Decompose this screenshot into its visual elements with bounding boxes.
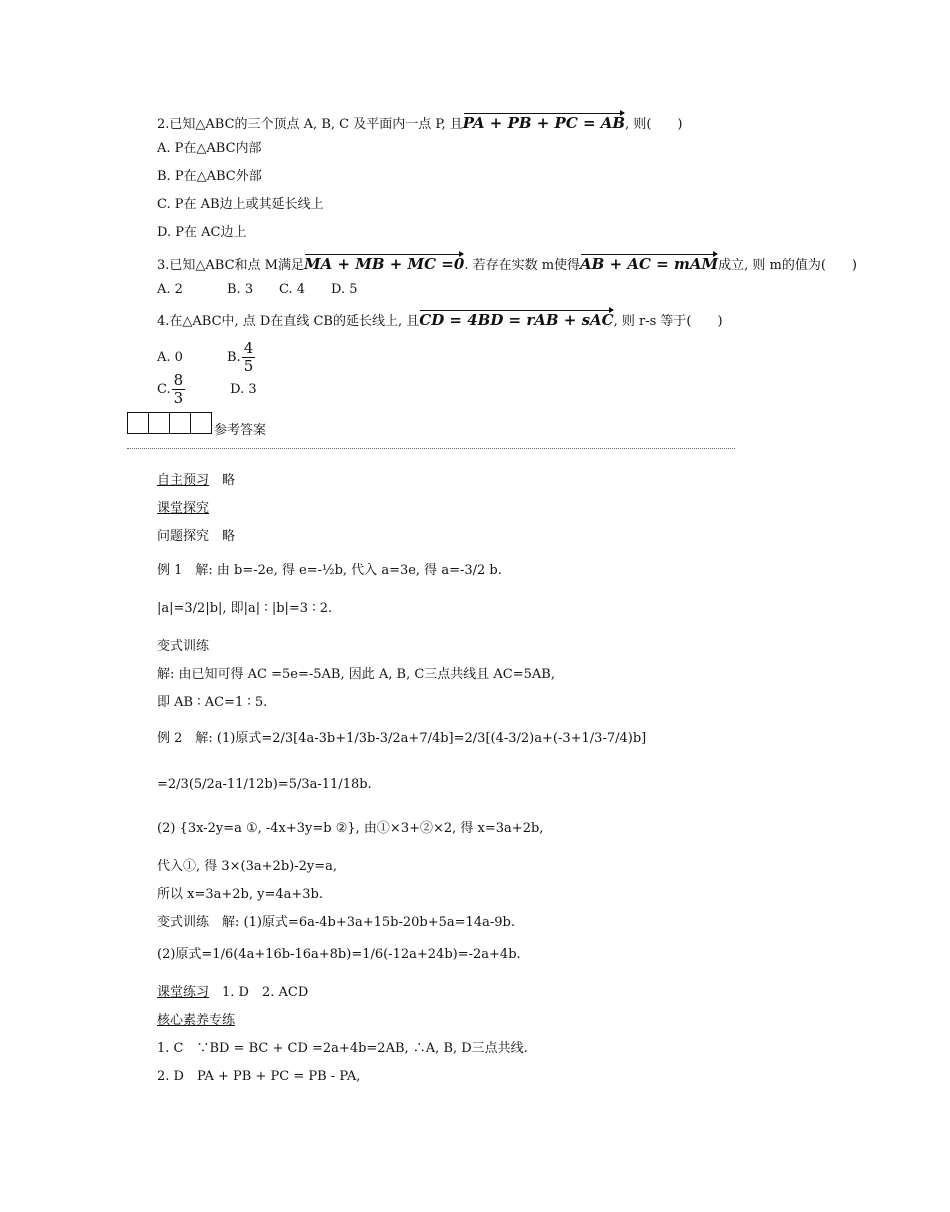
box bbox=[169, 412, 191, 434]
ans-line-2: 课堂探究 bbox=[157, 501, 210, 516]
answers-title: 参考答案 bbox=[214, 423, 267, 438]
ans-line-6: 变式训练 bbox=[157, 639, 210, 654]
q4-options-cd: C. $\frac{8}{3}$ D. 3 bbox=[157, 371, 257, 407]
dotted-divider bbox=[127, 448, 735, 449]
ans-line-7: 解: 由已知可得 AC =5e=-5AB, 因此 A, B, C三点共线且 AC=5AB, bbox=[157, 667, 555, 682]
ans-line-19: 2. D PA + PB + PC = PB - PA, bbox=[157, 1069, 361, 1084]
q4-stem: 4.在△ABC中, 点 D在直线 CB的延长线上, 且CD = 4BD = rAB + sAC, 则 r-s 等于( ) bbox=[157, 311, 723, 329]
fraction: $\frac{8}{3}$ bbox=[173, 371, 184, 407]
q3-options: A. 2 B. 3 C. 4 D. 5 bbox=[157, 282, 358, 297]
fraction: $\frac{4}{5}$ bbox=[243, 339, 254, 375]
ans-line-10: =2/3(5/2a-11/12b)=5/3a-11/18b. bbox=[157, 777, 372, 792]
ans-line-15: (2)原式=1/6(4a+16b-16a+8b)=1/6(-12a+24b)=-2a+4b. bbox=[157, 947, 521, 962]
box bbox=[148, 412, 170, 434]
q2-option-b: B. P在△ABC外部 bbox=[157, 169, 262, 184]
box bbox=[190, 412, 212, 434]
vector-expression: MA + MB + MC =0 bbox=[303, 255, 465, 273]
q2-stem: 2.已知△ABC的三个顶点 A, B, C 及平面内一点 P, 且PA + PB + PC = AB, 则( ) bbox=[157, 114, 683, 132]
q2-option-d: D. P在 AC边上 bbox=[157, 225, 247, 240]
vector-expression: CD = 4BD = rAB + sAC bbox=[419, 311, 614, 329]
vector-expression: PA + PB + PC = AB bbox=[462, 114, 626, 132]
ans-line-13: 所以 x=3a+2b, y=4a+3b. bbox=[157, 887, 324, 902]
q4-options-ab: A. 0 B. $\frac{4}{5}$ bbox=[157, 339, 254, 375]
ans-line-14: 变式训练 解: (1)原式=6a-4b+3a+15b-20b+5a=14a-9b. bbox=[157, 915, 515, 930]
ans-line-3: 问题探究 略 bbox=[157, 529, 236, 544]
ans-line-1: 自主预习 略 bbox=[157, 473, 236, 488]
answer-boxes bbox=[127, 412, 211, 434]
ans-line-5: |a|=3/2|b|, 即|a| ∶ |b|=3 ∶ 2. bbox=[157, 601, 333, 616]
ans-line-8: 即 AB ∶ AC=1 ∶ 5. bbox=[157, 695, 268, 710]
q3-stem: 3.已知△ABC和点 M满足MA + MB + MC =0. 若存在实数 m使得AB + AC = mAM成立, 则 m的值为( ) bbox=[157, 255, 857, 273]
ans-line-4: 例 1 解: 由 b=-2e, 得 e=-½b, 代入 a=3e, 得 a=-3/2 b. bbox=[157, 563, 502, 578]
ans-line-16: 课堂练习 1. D 2. ACD bbox=[157, 985, 309, 1000]
ans-line-17: 核心素养专练 bbox=[157, 1013, 236, 1028]
q2-option-a: A. P在△ABC内部 bbox=[157, 141, 262, 156]
q2-option-c: C. P在 AB边上或其延长线上 bbox=[157, 197, 324, 212]
ans-line-11: (2) {3x-2y=a ①, -4x+3y=b ②}, 由①×3+②×2, 得 x=3a+2b, bbox=[157, 821, 544, 836]
ans-line-9: 例 2 解: (1)原式=2/3[4a-3b+1/3b-3/2a+7/4b]=2/3[(4-3/2)a+(-3+1/3-7/4)b] bbox=[157, 731, 647, 746]
box bbox=[127, 412, 149, 434]
ans-line-12: 代入①, 得 3×(3a+2b)-2y=a, bbox=[157, 859, 337, 874]
ans-line-18: 1. C ∵BD = BC + CD =2a+4b=2AB, ∴A, B, D三点共线. bbox=[157, 1041, 528, 1056]
vector-expression: AB + AC = mAM bbox=[580, 255, 719, 273]
